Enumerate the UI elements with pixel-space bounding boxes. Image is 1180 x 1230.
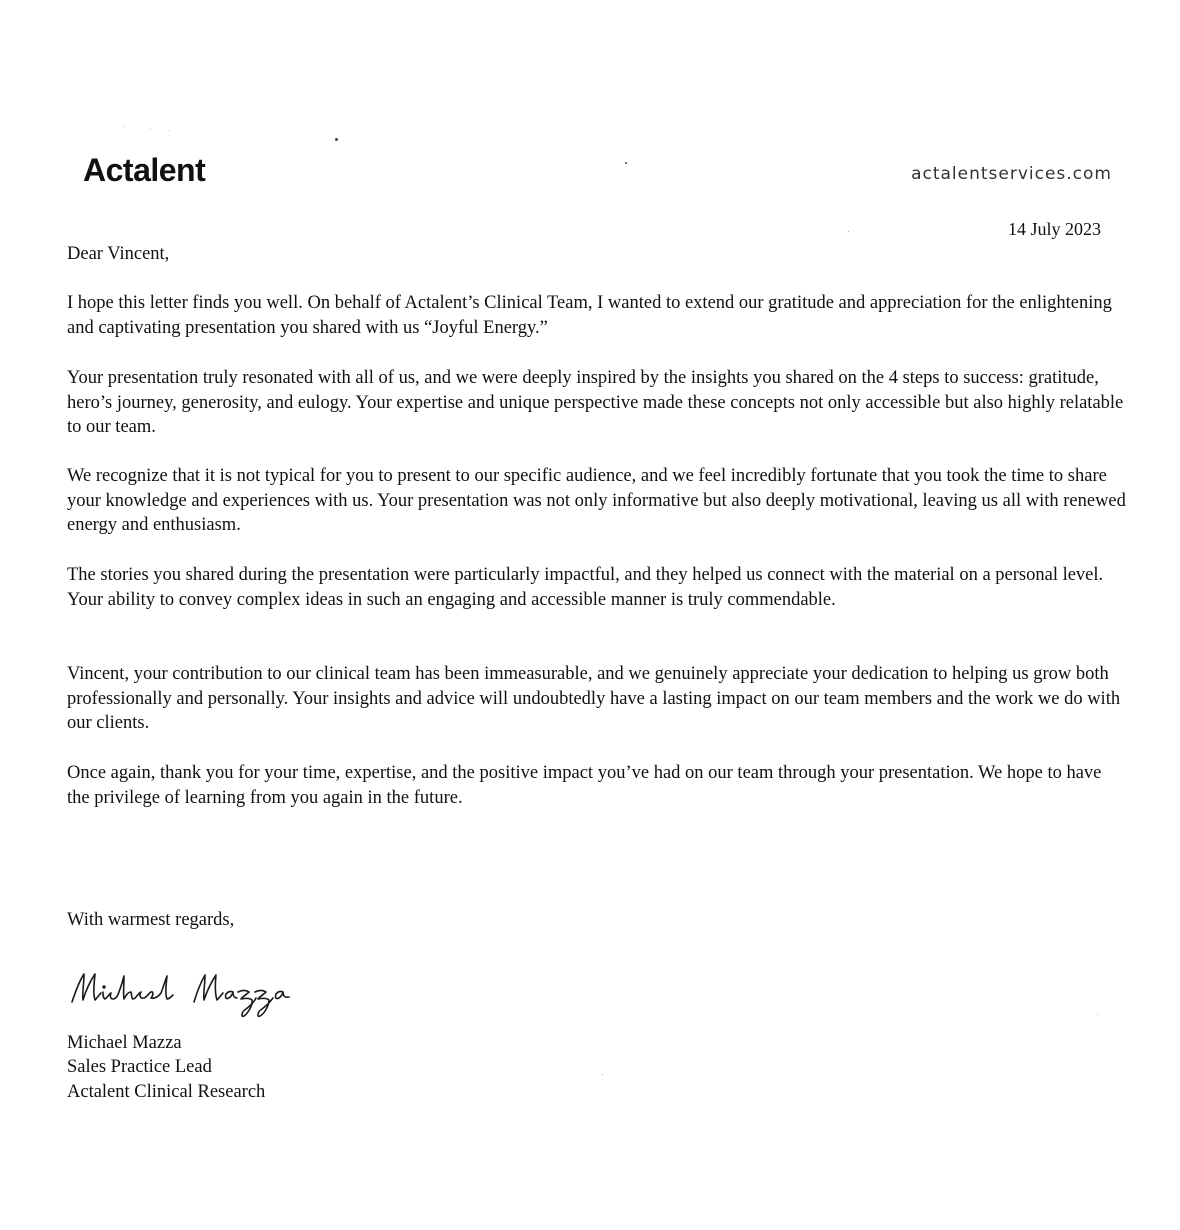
paragraph: I hope this letter finds you well. On behalf of Actalent’s Clinical Team, I wanted to extend our gratitude and appreciation for the enlightening and captivating presentation you shared with us “Joyful Energy.” bbox=[67, 293, 1112, 338]
paragraph: Your presentation truly resonated with all of us, and we were deeply inspired by the insights you shared on the 4 steps to success: gratitude, hero’s journey, generosity, and eulogy. Your expertise and unique perspective made these concepts not only accessible but also highly relatable to our team. bbox=[67, 368, 1124, 437]
paragraph: Vincent, your contribution to our clinical team has been immeasurable, and we genuinely appreciate your dedication to helping us grow both professionally and personally. Your insights and advice will undoubtedly have a lasting impact on our team members and the work we do with our clients. bbox=[67, 664, 1121, 733]
scan-speck bbox=[602, 1074, 603, 1075]
scan-speck bbox=[150, 128, 151, 129]
closing: With warmest regards, bbox=[67, 910, 235, 930]
paragraph: Once again, thank you for your time, expertise, and the positive impact you’ve had on our team through your presentation. We hope to have the privilege of learning from you again in the future. bbox=[67, 763, 1102, 808]
paragraph: We recognize that it is not typical for you to present to our specific audience, and we feel incredibly fortunate that you took the time to share your knowledge and experiences with us. Your presentation was not only informative but also deeply motivational, leaving us all with renewed energy and enthusiasm. bbox=[67, 466, 1126, 535]
signatory-organization: Actalent Clinical Research bbox=[67, 1082, 266, 1102]
scan-speck bbox=[625, 162, 627, 164]
salutation: Dear Vincent, bbox=[67, 244, 170, 264]
signatory-name: Michael Mazza bbox=[67, 1033, 182, 1053]
company-website: actalentservices.com bbox=[911, 164, 1112, 184]
scan-speck bbox=[123, 126, 124, 127]
paragraph: The stories you shared during the presentation were particularly impactful, and they helped us connect with the material on a personal level. Your ability to convey complex ideas in such an engaging and accessible manner is truly commendable. bbox=[67, 565, 1104, 610]
scan-speck bbox=[848, 231, 849, 232]
scan-speck bbox=[335, 138, 338, 141]
company-logo: Actalent bbox=[83, 152, 206, 188]
scan-speck bbox=[168, 130, 169, 131]
letter-date: 14 July 2023 bbox=[1007, 219, 1101, 239]
signatory-title: Sales Practice Lead bbox=[67, 1057, 212, 1077]
handwritten-signature bbox=[66, 962, 306, 1034]
scan-speck bbox=[1097, 1014, 1098, 1015]
